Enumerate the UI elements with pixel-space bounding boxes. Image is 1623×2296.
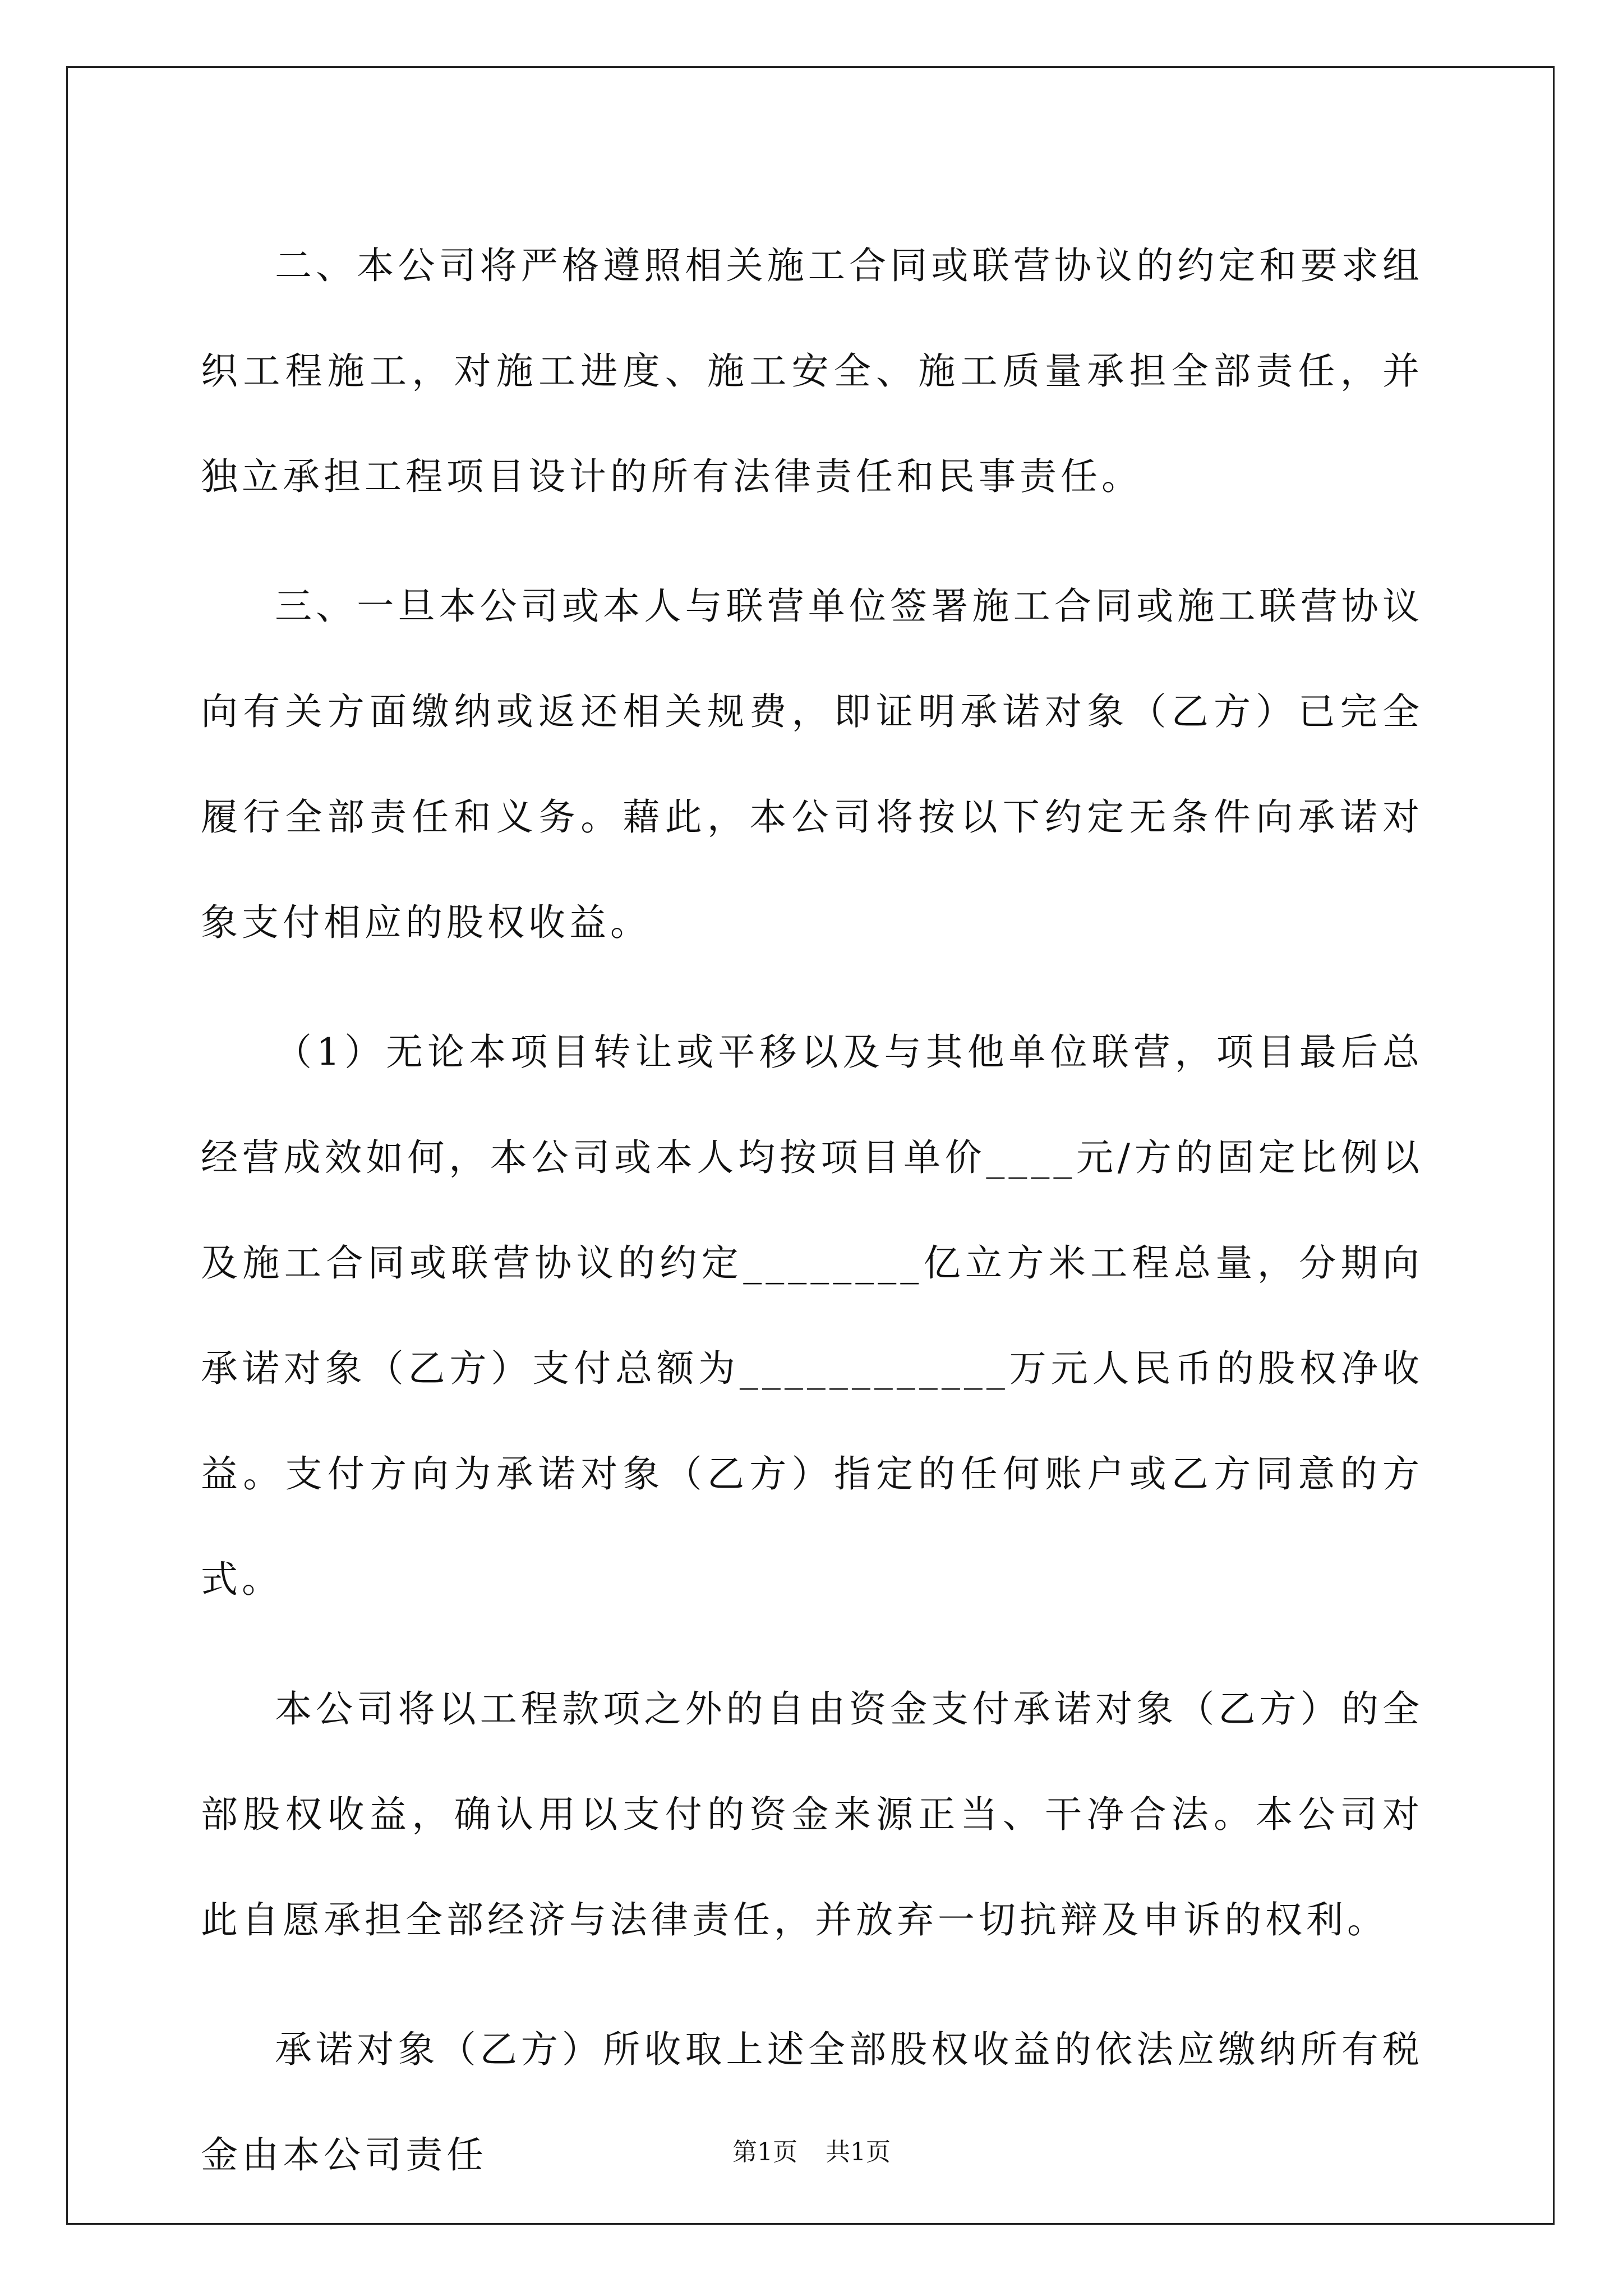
page-number-total: 共1页 [826, 2138, 891, 2166]
paragraph-funding-source: 本公司将以工程款项之外的自由资金支付承诺对象（乙方）的全部股权收益，确认用以支付的资金来源正当、干净合法。本公司对此自愿承担全部经济与法律责任，并放弃一切抗辩及申诉的权利。 [201, 1687, 1423, 1941]
document-body [201, 213, 1423, 2232]
paragraph-tax: 承诺对象（乙方）所收取上述全部股权收益的依法应缴纳所有税金由本公司责任 [201, 2028, 1423, 2177]
page-number-current: 第1页 [732, 2138, 797, 2166]
paragraph-clause-2: 二、本公司将严格遵照相关施工合同或联营协议的约定和要求组织工程施工，对施工进度、施工安全、施工质量承担全部责任，并独立承担工程项目设计的所有法律责任和民事责任。 [201, 244, 1423, 498]
paragraph-item-1: （1）无论本项目转让或平移以及与其他单位联营，项目最后总经营成效如何，本公司或本人均按项目单价____元/方的固定比例以及施工合同或联营协议的约定________亿立方米工程总量，分期向承诺对象（乙方）支付总额为____________万元人民币的股权净收益。支付方向为承诺对象（乙方）指定的任何账户或乙方同意的方式。 [201, 1030, 1423, 1601]
paragraph-clause-3: 三、一旦本公司或本人与联营单位签署施工合同或施工联营协议向有关方面缴纳或返还相关规费，即证明承诺对象（乙方）已完全履行全部责任和义务。藉此，本公司将按以下约定无条件向承诺对象支付相应的股权收益。 [201, 585, 1423, 944]
page-footer [0, 2132, 1623, 2168]
